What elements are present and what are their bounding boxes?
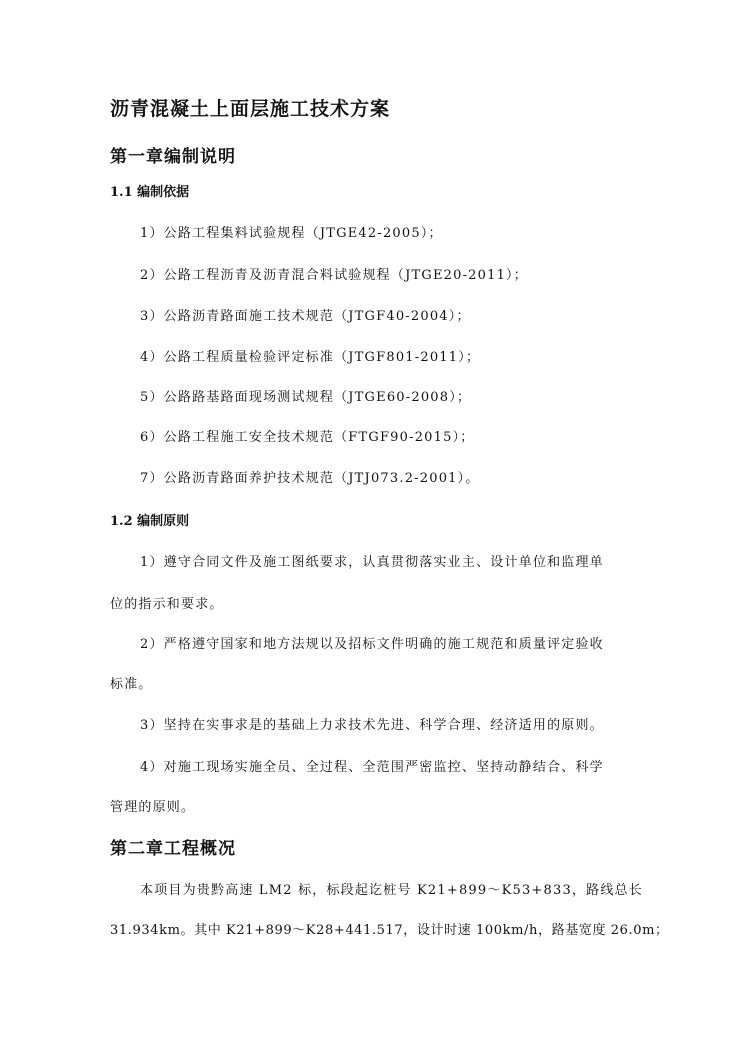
principle-4-line-2: 管理的原则。 xyxy=(110,800,196,815)
principle-1-line-2: 位的指示和要求。 xyxy=(110,597,224,612)
section-1-1-heading: 1.1 编制依据 xyxy=(110,185,190,200)
document-title: 沥青混凝土上面层施工技术方案 xyxy=(110,98,391,120)
reference-item-1: 1）公路工程集料试验规程（JTGE42-2005）； xyxy=(140,226,443,241)
principle-2-line-2: 标准。 xyxy=(110,677,153,692)
reference-item-4: 4）公路工程质量检验评定标准（JTGF801-2011）； xyxy=(140,350,481,365)
overview-line-2: 31.934km。其中 K21+899～K28+441.517，设计时速 100km/h，路基宽度 26.0m； xyxy=(110,923,669,938)
principle-4-line-1: 4）对施工现场实施全员、全过程、全范围严密监控、坚持动静结合、科学 xyxy=(140,760,604,775)
reference-item-7: 7）公路沥青路面养护技术规范（JTJ073.2-2001）。 xyxy=(140,471,480,486)
reference-item-2: 2）公路工程沥青及沥青混合料试验规程（JTGE20-2011）； xyxy=(140,268,528,283)
overview-line-1: 本项目为贵黔高速 LM2 标，标段起讫桩号 K21+899～K53+833，路线总长 xyxy=(140,883,643,898)
reference-item-3: 3）公路沥青路面施工技术规范（JTGF40-2004）； xyxy=(140,309,471,324)
section-1-2-heading: 1.2 编制原则 xyxy=(110,514,190,529)
reference-item-6: 6）公路工程施工安全技术规范（FTGF90-2015）； xyxy=(140,430,475,445)
principle-1-line-1: 1）遵守合同文件及施工图纸要求，认真贯彻落实业主、设计单位和监理单 xyxy=(140,555,604,570)
chapter-1-heading: 第一章编制说明 xyxy=(110,147,236,167)
chapter-2-heading: 第二章工程概况 xyxy=(110,839,236,859)
principle-2-line-1: 2）严格遵守国家和地方法规以及招标文件明确的施工规范和质量评定验收 xyxy=(140,637,604,652)
reference-item-5: 5）公路路基路面现场测试规程（JTGE60-2008）； xyxy=(140,390,472,405)
principle-3: 3）坚持在实事求是的基础上力求技术先进、科学合理、经济适用的原则。 xyxy=(140,718,604,733)
